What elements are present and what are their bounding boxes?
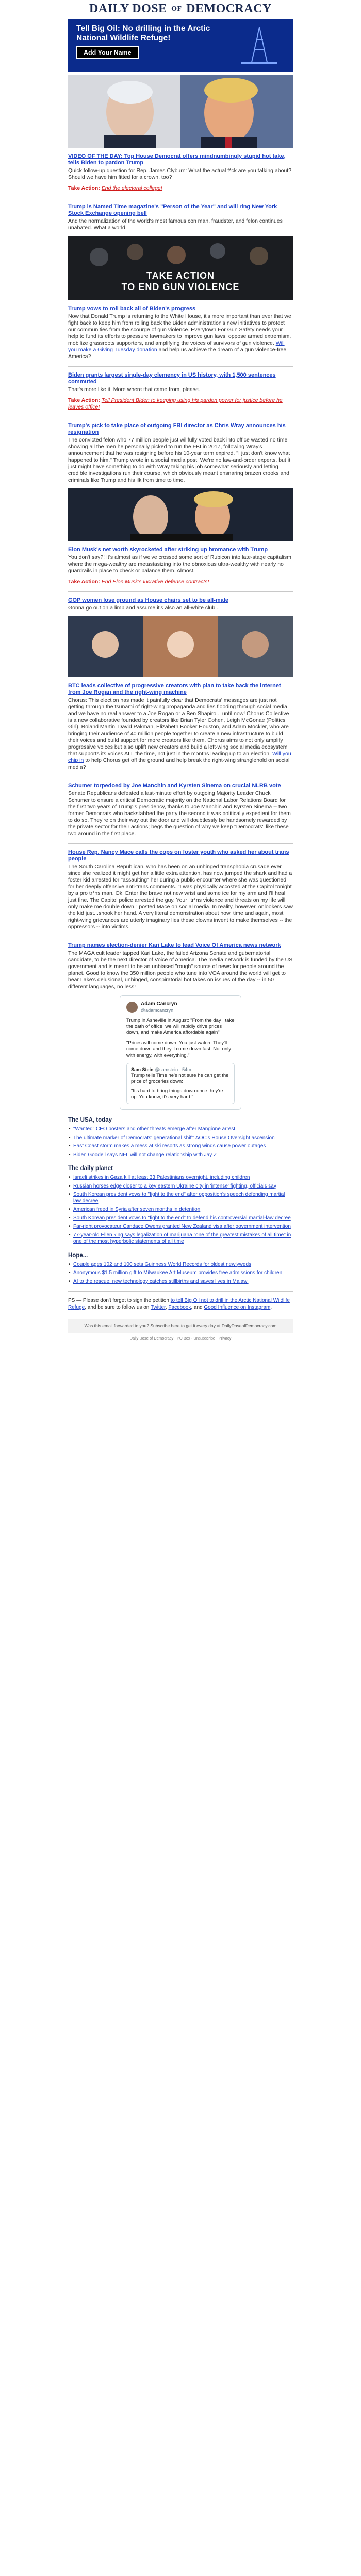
ps-paragraph: PS — Please don't forget to sign the petition to tell Big Oil not to drill in the Arctic National Wildlife Refuge, and be sure to follow us on Twitter, Facebook, and Good Influence on Instagram. [68, 1298, 290, 1310]
story-trump-rollback [68, 306, 293, 360]
story-body: You don't say?! It's almost as if we've crossed some sort of Rubicon into late-stage capitalism where the mega-wealthy are metastasizing into the obnoxious ultra-wealthy with nearly no guardrails in place to check or balance them. Almost. [68, 554, 291, 574]
list-item [68, 1215, 293, 1222]
quoted-author: Sam Stein @samstein · 54m [131, 1067, 191, 1072]
story-nancy-mace [68, 849, 293, 930]
list-item [68, 1135, 293, 1142]
story-time-person-of-year [68, 204, 293, 231]
tweet-header [126, 1001, 235, 1013]
chip-in-link[interactable]: Will you chip in [68, 751, 291, 764]
list-link[interactable]: East Coast storm makes a mess at ski resorts as strong winds cause power outages [73, 1143, 266, 1149]
list-item [68, 1262, 293, 1268]
tweet-text-2: "Prices will come down. You just watch. They'll come down and they'll come down fast. Not only with energy, with everything." [126, 1040, 232, 1058]
divider [68, 1291, 293, 1292]
musk-photo[interactable] [68, 488, 293, 541]
list-item [68, 1126, 293, 1133]
story-headline[interactable]: Schumer torpedoed by Joe Manchin and Kyrsten Sinema on crucial NLRB vote [68, 783, 281, 789]
list-item [68, 1279, 293, 1285]
story-headline[interactable]: Trump is Named Time magazine's "Person of the Year" and will ring New York Stock Exchange opening bell [68, 204, 277, 216]
list-item [68, 1143, 293, 1150]
promo-line-1: TAKE ACTION [146, 270, 215, 281]
story-headline[interactable]: Elon Musk's net worth skyrocketed after striking up bromance with Trump [68, 547, 268, 553]
list-link[interactable]: South Korean president vows to "fight to the end" after opposition's speech defending martial law decree [73, 1192, 285, 1204]
footer-forward-notice[interactable]: Was this email forwarded to you? Subscribe here to get it every day at DailyDoseofDemocracy.com [68, 1319, 293, 1333]
story-body: The MAGA cult leader tapped Kari Lake, the failed Arizona Senate and gubernatorial candidate, to be the next director of Voice of America. The media network is funded by the US government and is meant to be an unbiased "rough" source of news for people around the planet. Good to know the 350 million people who tune into VOA around the world will get to hear Lake's delusional, unhinged, conspiratorial hot takes on issues of the day -- in 50 different languages, no less! [68, 950, 293, 990]
gun-violence-promo-image[interactable] [68, 236, 293, 300]
footer-small-print: Daily Dose of Democracy · PO Box · Unsubscribe · Privacy [129, 1336, 232, 1341]
banner-headline: Tell Big Oil: No drilling in the Arctic National Wildlife Refuge! [76, 24, 210, 42]
chorus-illustration [68, 616, 293, 677]
story-schumer-nlrb [68, 783, 293, 837]
take-action: Take Action: End the electoral college! [68, 185, 162, 191]
masthead [68, 0, 293, 16]
instagram-link[interactable]: Good Influence on Instagram [204, 1304, 271, 1310]
story-body: Gonna go out on a limb and assume it's also an all-white club... [68, 605, 220, 611]
oil-rig-icon [231, 24, 288, 65]
story-body: The convicted felon who 77 million people just willfully voted back into office wasted no time showing all the men he personally picked to run the FBI in 2017, following Wray's announcement that he was resigning before his 10-year term expired. "I just don't know what happened to him," Trump wrote in a social media post. We're no law-and-order experts, but it just might have something to do with Wray taking his job somewhat seriously and letting credible investigations run their course, which obviously meant ensnaring brazen crooks and criminals like Trump and his ilk from time to time. [68, 437, 291, 483]
story-body: Senate Republicans defeated a last-minute effort by outgoing Majority Leader Chuck Schumer to ensure a critical Democratic majority on the National Labor Relations Board for the first two years of Trump's presidency, thanks to Joe Manchin and Kyrsten Sinema -- two former Democrats who backstabbed the party the second it was politically expedient for them to do so. They're on their way out the door and will doubtlessly be handsomely rewarded by the private sector for their actions; begs the question of why we keep "Democrats" like these two around in the first place. [68, 790, 291, 837]
quoted-text: Trump tells Time he's not sure he can get the price of groceries down: [131, 1073, 229, 1084]
tweet-body [126, 1018, 235, 1059]
logo[interactable] [68, 2, 293, 16]
story-headline[interactable]: Trump vows to roll back all of Biden's progress [68, 306, 196, 312]
list-link[interactable]: Israeli strikes in Gaza kill at least 33 Palestinians overnight, including children [73, 1175, 250, 1180]
list-link[interactable]: Far-right provocateur Candace Owens granted New Zealand visa after government intervention [73, 1224, 291, 1229]
list-link[interactable]: The ultimate marker of Democrats' generational shift: AOC's House Oversight ascension [73, 1134, 275, 1141]
donation-link[interactable]: Will you make a Giving Tuesday donation [68, 340, 285, 353]
list-link[interactable]: AI to the rescue: new technology catches stillbirths and saves lives in Malawi [73, 1278, 249, 1284]
story-body: Quick follow-up question for Rep. James Clyburn: What the actual f*ck are you talking about? Should we have him fitted for a crown, too? [68, 167, 292, 180]
daily-planet-list [68, 1175, 293, 1245]
story-body: And the normalization of the world's most famous con man, fraudster, and felon continues unabated. What a world. [68, 218, 283, 231]
story-gop-women [68, 597, 293, 612]
chorus-photo[interactable] [68, 616, 293, 677]
list-item [68, 1152, 293, 1159]
story-body: That's more like it. More where that came from, please. [68, 386, 200, 393]
tweet-text-1: Trump in Asheville in August: "From the day I take the oath of office, we will rapidly drive prices down, and make America affordable again" [126, 1018, 235, 1036]
list-link[interactable]: Anonymous $1.5 million gift to Milwaukee Art Museum provides free admissions for children [73, 1270, 283, 1276]
take-action-link[interactable]: End Elon Musk's lucrative defense contracts! [101, 579, 209, 585]
list-item [68, 1270, 293, 1277]
take-action: Take Action: Tell President Biden to keeping using his pardon power for justice before he leaves office! [68, 397, 283, 410]
story-headline[interactable]: BTC leads collective of progressive creators with plan to take back the internet from Joe Rogan and the right-wing machine [68, 683, 281, 696]
petition-link[interactable]: to tell Big Oil not to drill in the Arctic National Wildlife Refuge [68, 1298, 290, 1310]
list-link[interactable]: American freed in Syria after seven months in detention [73, 1207, 201, 1212]
story-clemency [68, 372, 293, 411]
take-action: Take Action: End Elon Musk's lucrative defense contracts! [68, 579, 209, 585]
promo-line-2: TO END GUN VIOLENCE [121, 282, 240, 292]
facebook-link[interactable]: Facebook [168, 1304, 191, 1310]
story-clyburn [68, 153, 293, 192]
logo-of: OF [171, 5, 182, 13]
hero-photo-biden-trump[interactable] [68, 75, 293, 148]
story-headline[interactable]: Biden grants largest single-day clemency in US history, with 1,500 sentences commuted [68, 372, 276, 385]
list-link[interactable]: Russian horses edge closer to a key eastern Ukraine city in 'intense' fighting, officials say [73, 1183, 276, 1189]
quoted-text-2: "It's hard to bring things down once they're up. You know, it's very hard." [131, 1088, 223, 1100]
section-title-hope: Hope... [68, 1252, 88, 1259]
email-column [68, 0, 293, 1341]
story-body: The South Carolina Republican, who has been on an unhinged transphobia crusade ever since she realized it might get her a little extra attention, has now jumped the shark and had a foster kid arrested for "assaulting" her during a public encounter where she was questioned for her deeply offensive anti-trans comments. "I was physically accosted at the Capitol tonight by a pro tr*ns man. Ok. Enter the brave not new wrist and some ice for my arm and I'll heal just fine. The Capitol police arrested the guy. Your "tr*ns violence and threats on my life will only make me double down," posted Mace on social media. In reality, however, onlookers saw the kid just...shook her hand. A very literal demonstration about how, time and again, most right-wing grievances are utterly imaginary lies these clowns invent to make themselves -- the oppressors -- into victims. [68, 863, 293, 930]
story-musk-net-worth [68, 547, 293, 585]
take-action-link[interactable]: End the electoral college! [101, 185, 162, 191]
avatar [126, 1002, 138, 1013]
list-link[interactable]: Biden Goodell says NFL will not change relationship with Jay Z [73, 1151, 217, 1158]
divider [68, 366, 293, 367]
section-title-planet: The daily planet [68, 1165, 113, 1172]
take-action-link[interactable]: Tell President Biden to keeping using his pardon power for justice before he leaves office! [68, 397, 283, 410]
logo-democracy: DEMOCRACY [186, 2, 272, 15]
divider [68, 591, 293, 592]
story-body: Chorus: This election has made it painfully clear that Democrats' messages are just not getting through the tsunami of right-wing propaganda and lies flooding through social media, and we have no real answer to a Joe Rogan or a Ben Shapiro... until now! Chorus Collective is a new collaborative founded by creators like Brian Tyler Cohen, Leigh McGonae (Politics Girl), Roland Martin, David Pakman, Elizabeth Booker Houston, and Adam Mockler, who are bringing their audience of 40 million people together to create a new infrastructure to build their voices and build support for more creators like them. Chorus aims to not only amplify progressive voices but also uplift new creators and build a left-wing social media ecosystem that supports its voices ALL the time, not just in the months leading up to an election. Will you chip in to help Chorus get off the ground and help break the right-wing stranglehold on social media? [68, 697, 291, 770]
tweet-author-name: Adam Cancryn [141, 1001, 177, 1007]
petition-banner[interactable] [68, 19, 293, 72]
list-link[interactable]: 77-year-old Ellen king says legalization of marijuana "one of the greatest mistakes of all time" in one of the most hyperbolic statements of all time [73, 1232, 291, 1244]
list-item [68, 1224, 293, 1230]
list-item [68, 1192, 293, 1205]
tweet-author-handle: @adamcancryn [141, 1008, 174, 1013]
story-headline[interactable]: House Rep. Nancy Mace calls the cops on foster youth who asked her about trans people [68, 849, 289, 862]
story-headline[interactable]: Trump names election-denier Kari Lake to lead Voice Of America news network [68, 942, 281, 948]
quoted-tweet[interactable] [126, 1063, 235, 1104]
story-headline[interactable]: GOP women lose ground as House chairs set to be all-male [68, 597, 228, 603]
story-chorus [68, 683, 293, 771]
add-your-name-button[interactable]: Add Your Name [76, 46, 139, 59]
tweet-embed[interactable] [120, 995, 241, 1110]
list-item [68, 1207, 293, 1213]
twitter-link[interactable]: Twitter [150, 1304, 166, 1310]
story-fbi-director [68, 422, 293, 484]
story-kari-lake [68, 942, 293, 990]
hero-illustration [68, 75, 293, 148]
story-headline[interactable]: Trump's pick to take place of outgoing FBI director as Chris Wray announces his resignation [68, 422, 286, 435]
list-item [68, 1232, 293, 1245]
list-item [68, 1175, 293, 1181]
musk-illustration [68, 488, 293, 541]
list-link[interactable]: South Korean president vows to "fight to the end" to defend his controversial martial-law decree [73, 1215, 291, 1221]
section-title-usa: The USA, today [68, 1117, 112, 1123]
list-link[interactable]: "Wanted" CEO posters and other threats emerge after Mangione arrest [73, 1126, 236, 1132]
story-headline[interactable]: VIDEO OF THE DAY: Top House Democrat offers mindnumbingly stupid hot take, tells Biden to pardon Trump [68, 153, 286, 166]
usa-today-list [68, 1126, 293, 1158]
divider [68, 843, 293, 844]
logo-daily-dose: DAILY DOSE [89, 2, 167, 15]
list-item [68, 1183, 293, 1190]
list-link[interactable]: Couple ages 102 and 100 sets Guinness World Records for oldest newlyweds [73, 1261, 252, 1267]
story-body: Now that Donald Trump is returning to the White House, it's more important than ever that we fight back to keep him from rolling back the Biden administration's new initiatives to protect our communities from the scourge of gun violence. Everytown For Gun Safety needs your help to fund its efforts to pressure lawmakers to improve gun laws, oppose armed extremism, mobilize grassroots supporters, and amplifying the voices of survivors of gun violence. Will you make a Giving Tuesday donation and help us achieve the dream of a gun violence-free America? [68, 313, 291, 360]
hope-list [68, 1262, 293, 1285]
